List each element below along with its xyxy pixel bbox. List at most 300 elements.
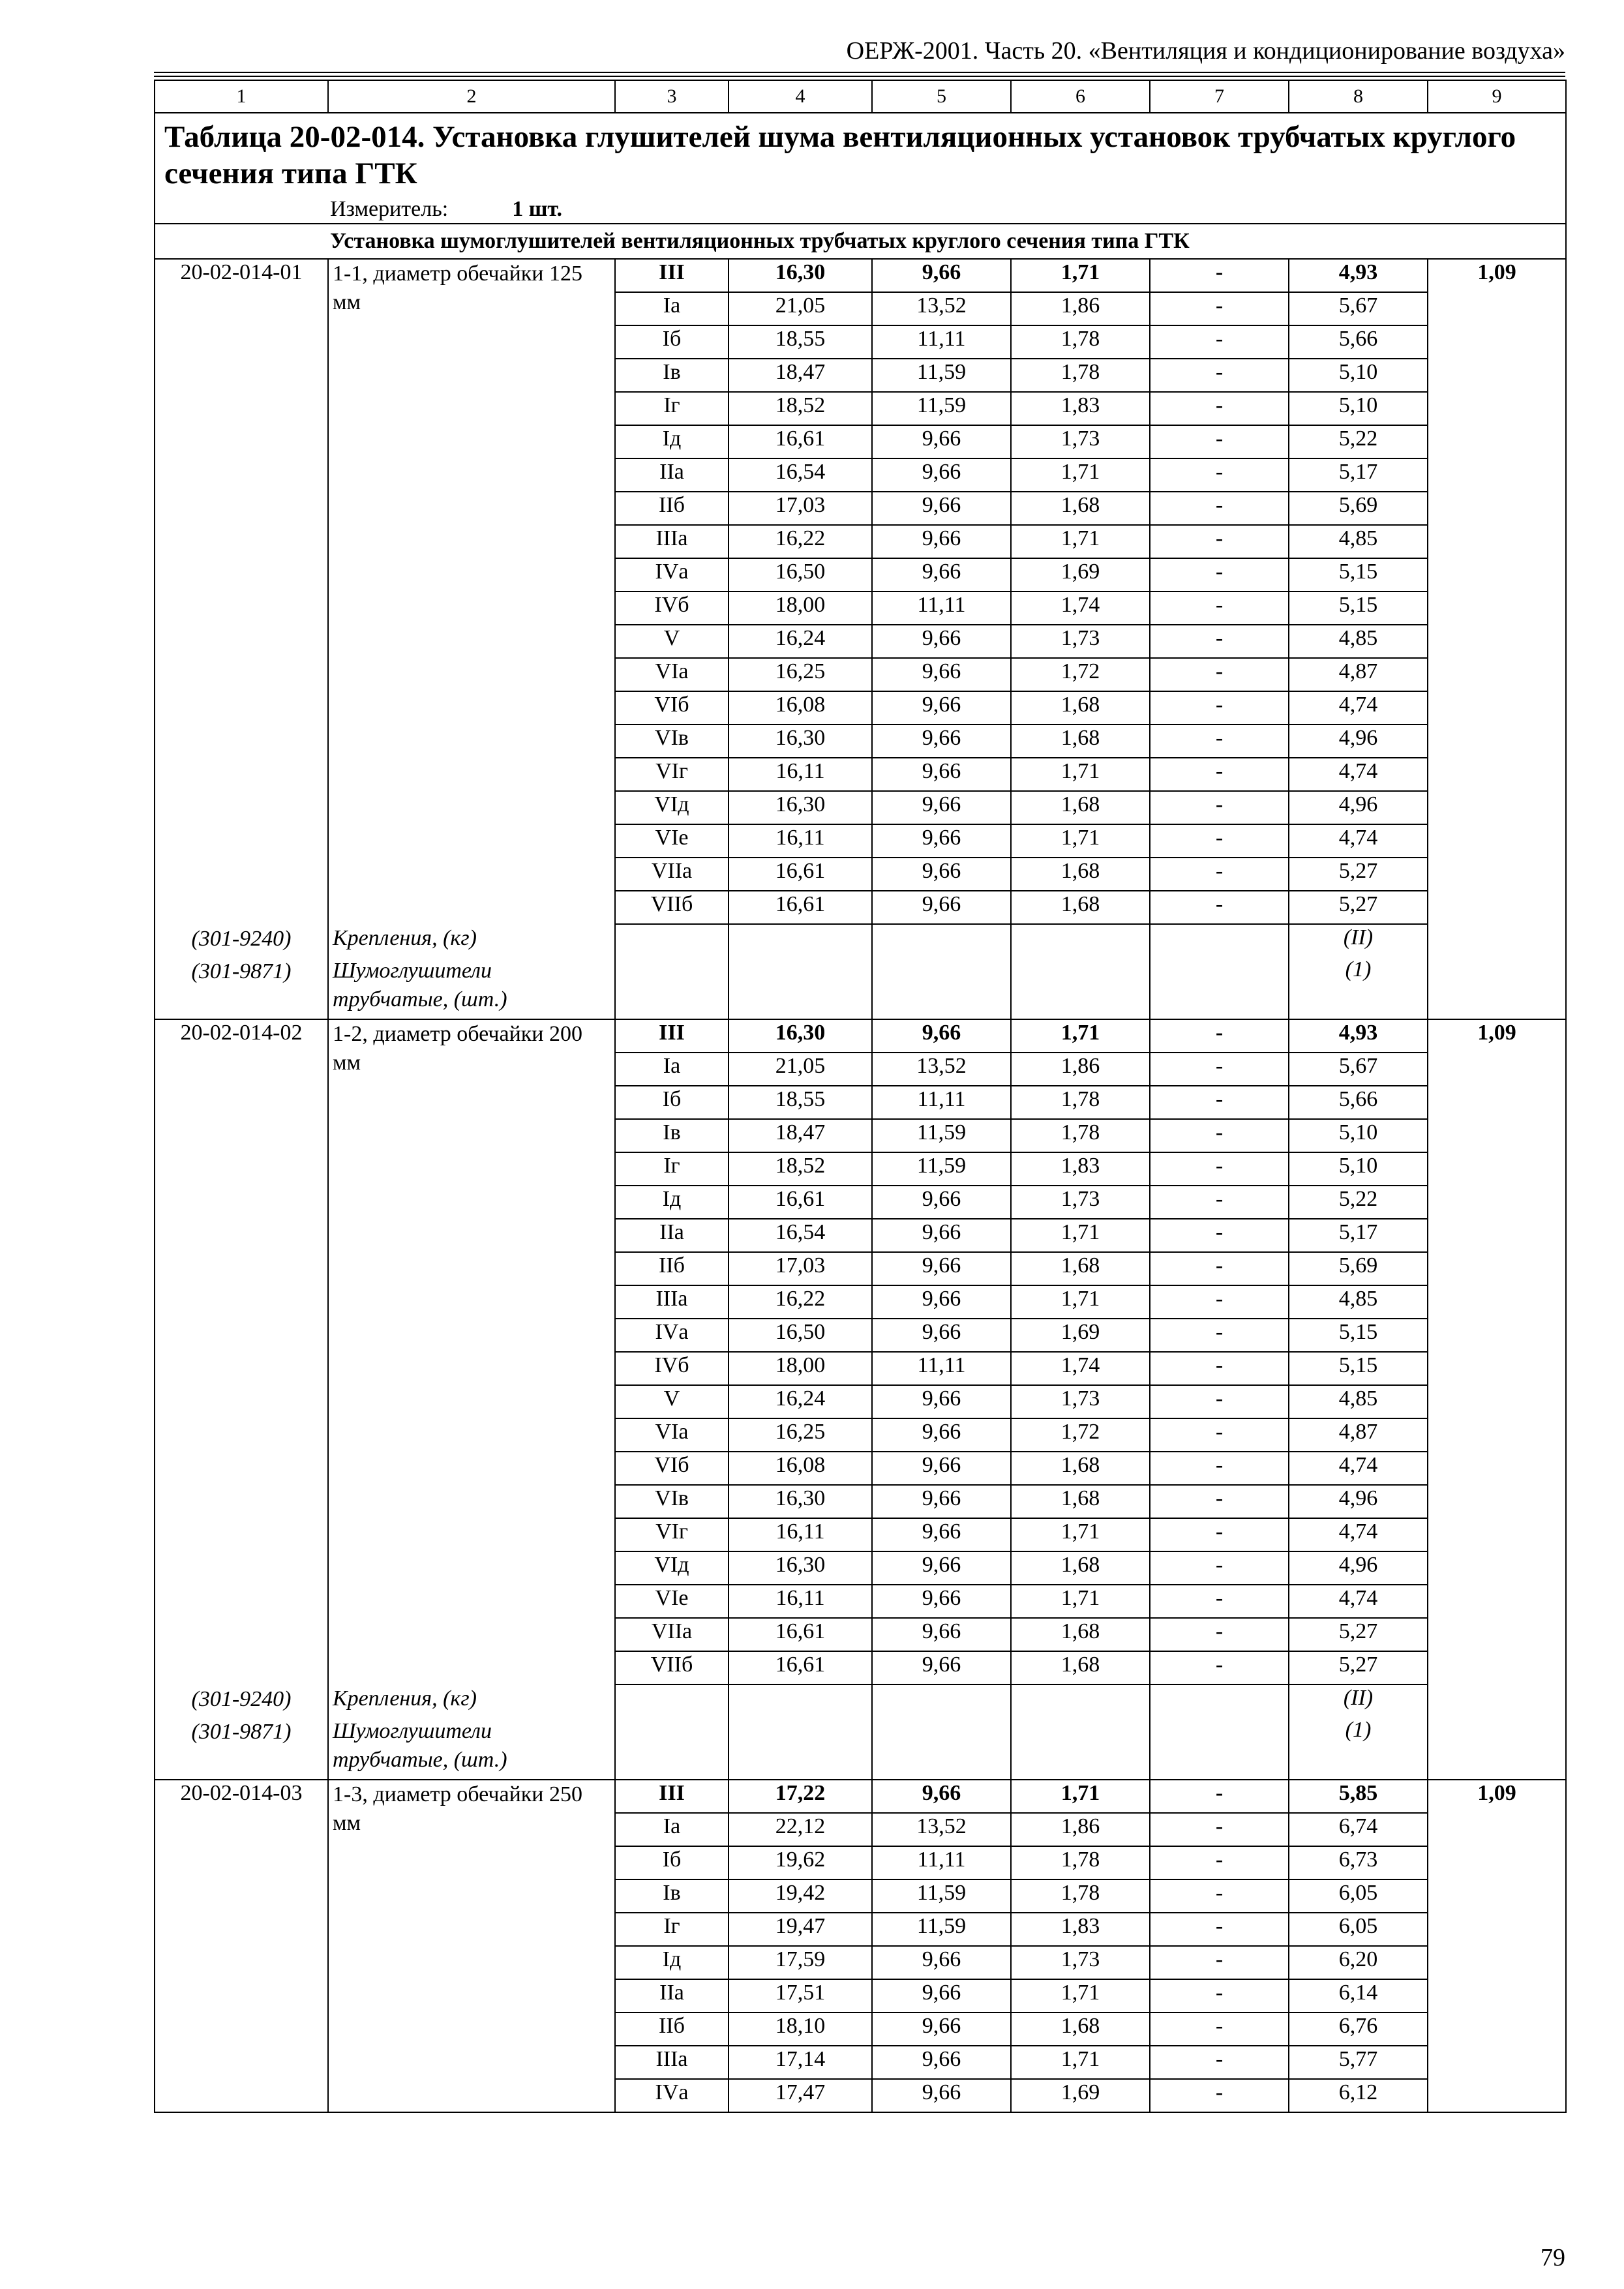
- value-wages: 9,66: [872, 1385, 1011, 1418]
- resource-name: Крепления, (кг): [328, 1684, 615, 1717]
- value-materials: 4,93: [1289, 1019, 1428, 1053]
- item-description: [328, 392, 615, 425]
- value-materials: 5,17: [1289, 1219, 1428, 1252]
- table-row: [155, 1618, 1566, 1651]
- table-title-row: [155, 113, 1566, 193]
- column-number: 4: [729, 80, 872, 113]
- zone-code: Iг: [615, 392, 729, 425]
- value-wages: 9,66: [872, 725, 1011, 758]
- item-code: [155, 292, 328, 325]
- value-materials: 5,77: [1289, 2046, 1428, 2079]
- value-col9: [1428, 525, 1566, 558]
- resource-name: Крепления, (кг): [328, 924, 615, 957]
- item-description-text: 1-3, диаметр обечайки 250 мм: [333, 1782, 582, 1835]
- value-machinist: -: [1150, 1846, 1289, 1879]
- value-machines: 1,78: [1011, 325, 1150, 359]
- item-code: [155, 1846, 328, 1879]
- value-machinist: -: [1150, 1285, 1289, 1319]
- item-description-text: 1-1, диаметр обечайки 125 мм: [333, 262, 582, 314]
- item-code: 20-02-014-01: [155, 259, 328, 292]
- value-machinist: -: [1150, 1452, 1289, 1485]
- item-description: [328, 658, 615, 691]
- table-row: [155, 791, 1566, 824]
- value-materials: 5,69: [1289, 492, 1428, 525]
- value-materials: 4,74: [1289, 758, 1428, 791]
- item-code: [155, 425, 328, 458]
- value-machines: 1,86: [1011, 292, 1150, 325]
- value-machines: 1,71: [1011, 758, 1150, 791]
- value-col9: [1428, 1219, 1566, 1252]
- value-total: 16,11: [729, 1585, 872, 1618]
- table-row: [155, 1285, 1566, 1319]
- value-materials: 5,15: [1289, 1319, 1428, 1352]
- value-wages: 11,59: [872, 392, 1011, 425]
- resource-row: [155, 957, 1566, 1019]
- item-code: [155, 658, 328, 691]
- value-wages: 9,66: [872, 1518, 1011, 1551]
- value-materials: 4,85: [1289, 1285, 1428, 1319]
- table-row: [155, 1219, 1566, 1252]
- empty-cell: [1150, 957, 1289, 1019]
- value-total: 16,54: [729, 1219, 872, 1252]
- zone-code: VIг: [615, 1518, 729, 1551]
- table-row: [155, 1913, 1566, 1946]
- zone-code: III: [615, 1780, 729, 1813]
- value-wages: 9,66: [872, 1618, 1011, 1651]
- table-row: [155, 2012, 1566, 2046]
- item-description: [328, 858, 615, 891]
- value-machinist: -: [1150, 858, 1289, 891]
- item-code: 20-02-014-03: [155, 1780, 328, 1813]
- table-row: [155, 1119, 1566, 1152]
- value-col9: 1,09: [1428, 259, 1566, 292]
- value-col9: [1428, 2046, 1566, 2079]
- zone-code: Iа: [615, 292, 729, 325]
- item-code: [155, 1252, 328, 1285]
- zone-code: VIIа: [615, 858, 729, 891]
- item-description: [328, 824, 615, 858]
- table-row: [155, 359, 1566, 392]
- value-materials: 6,74: [1289, 1813, 1428, 1846]
- value-machinist: -: [1150, 691, 1289, 725]
- zone-code: IIа: [615, 1979, 729, 2012]
- value-machines: 1,73: [1011, 1946, 1150, 1979]
- value-col9: [1428, 1452, 1566, 1485]
- value-machines: 1,69: [1011, 558, 1150, 591]
- table-row: [155, 1551, 1566, 1585]
- value-machines: 1,71: [1011, 1019, 1150, 1053]
- value-total: 18,47: [729, 359, 872, 392]
- value-total: 17,59: [729, 1946, 872, 1979]
- table-row: [155, 1979, 1566, 2012]
- value-machinist: -: [1150, 425, 1289, 458]
- value-machinist: -: [1150, 758, 1289, 791]
- item-description: [328, 1352, 615, 1385]
- value-total: 18,00: [729, 591, 872, 625]
- item-description: [328, 1485, 615, 1518]
- value-wages: 11,59: [872, 1152, 1011, 1186]
- value-machinist: -: [1150, 458, 1289, 492]
- value-total: 16,30: [729, 259, 872, 292]
- value-col9: 1,09: [1428, 1780, 1566, 1813]
- value-materials: 4,74: [1289, 824, 1428, 858]
- value-materials: 5,15: [1289, 591, 1428, 625]
- unit-value: 1 шт.: [512, 197, 563, 221]
- value-materials: 5,22: [1289, 425, 1428, 458]
- value-machinist: -: [1150, 1651, 1289, 1684]
- item-code: [155, 1385, 328, 1418]
- value-machinist: -: [1150, 791, 1289, 824]
- value-machines: 1,71: [1011, 1219, 1150, 1252]
- zone-code: Iа: [615, 1053, 729, 1086]
- table-row: [155, 591, 1566, 625]
- value-col9: [1428, 1285, 1566, 1319]
- column-number: 5: [872, 80, 1011, 113]
- value-machines: 1,74: [1011, 591, 1150, 625]
- item-description: [328, 1651, 615, 1684]
- value-materials: 6,76: [1289, 2012, 1428, 2046]
- resource-code: (301-9240): [155, 924, 328, 957]
- item-description: [328, 1418, 615, 1452]
- value-col9: [1428, 1119, 1566, 1152]
- item-code: [155, 1452, 328, 1485]
- value-machines: 1,71: [1011, 1585, 1150, 1618]
- value-wages: 9,66: [872, 824, 1011, 858]
- value-machinist: -: [1150, 1518, 1289, 1551]
- value-col9: [1428, 824, 1566, 858]
- value-machinist: -: [1150, 1979, 1289, 2012]
- table-row: [155, 725, 1566, 758]
- value-wages: 9,66: [872, 2012, 1011, 2046]
- table-row: [155, 1152, 1566, 1186]
- value-machinist: -: [1150, 1485, 1289, 1518]
- zone-code: IVа: [615, 2079, 729, 2112]
- value-machinist: -: [1150, 325, 1289, 359]
- value-machinist: -: [1150, 359, 1289, 392]
- column-number: 8: [1289, 80, 1428, 113]
- zone-code: IVа: [615, 558, 729, 591]
- column-number: 3: [615, 80, 729, 113]
- running-header: ОЕРЖ-2001. Часть 20. «Вентиляция и кондиционирование воздуха»: [846, 37, 1565, 65]
- item-code: [155, 1086, 328, 1119]
- table-row: [155, 1086, 1566, 1119]
- value-machines: 1,73: [1011, 425, 1150, 458]
- item-code: [155, 1418, 328, 1452]
- value-machines: 1,73: [1011, 1186, 1150, 1219]
- value-total: 18,52: [729, 392, 872, 425]
- value-materials: 6,12: [1289, 2079, 1428, 2112]
- table-row: [155, 1019, 1566, 1053]
- value-machinist: -: [1150, 1418, 1289, 1452]
- item-code: [155, 824, 328, 858]
- value-col9: [1428, 1252, 1566, 1285]
- zone-code: VIв: [615, 1485, 729, 1518]
- value-col9: [1428, 1319, 1566, 1352]
- value-col9: [1428, 625, 1566, 658]
- item-code: 20-02-014-02: [155, 1019, 328, 1053]
- page-number: 79: [1541, 2244, 1565, 2271]
- value-machinist: -: [1150, 1551, 1289, 1585]
- item-description: [328, 1452, 615, 1485]
- value-col9: [1428, 1813, 1566, 1846]
- value-wages: 9,66: [872, 1186, 1011, 1219]
- value-wages: 11,11: [872, 1086, 1011, 1119]
- item-code: [155, 791, 328, 824]
- value-total: 16,61: [729, 891, 872, 924]
- zone-code: VIIб: [615, 1651, 729, 1684]
- table-row: [155, 1518, 1566, 1551]
- empty-cell: [1150, 924, 1289, 957]
- value-wages: 11,59: [872, 1879, 1011, 1913]
- value-col9: [1428, 1585, 1566, 1618]
- zone-code: VIг: [615, 758, 729, 791]
- value-total: 17,47: [729, 2079, 872, 2112]
- item-description: [328, 425, 615, 458]
- empty-cell: [729, 957, 872, 1019]
- value-materials: 5,85: [1289, 1780, 1428, 1813]
- zone-code: Iв: [615, 1879, 729, 1913]
- item-description: [328, 891, 615, 924]
- value-machinist: -: [1150, 891, 1289, 924]
- table-row: [155, 691, 1566, 725]
- value-total: 16,30: [729, 1485, 872, 1518]
- item-code: [155, 1186, 328, 1219]
- value-wages: 9,66: [872, 2079, 1011, 2112]
- value-total: 19,47: [729, 1913, 872, 1946]
- value-machinist: -: [1150, 1585, 1289, 1618]
- value-materials: 5,66: [1289, 1086, 1428, 1119]
- value-wages: 9,66: [872, 858, 1011, 891]
- value-col9: [1428, 1913, 1566, 1946]
- value-materials: 4,74: [1289, 1452, 1428, 1485]
- table-row: [155, 425, 1566, 458]
- zone-code: IIб: [615, 1252, 729, 1285]
- value-materials: 4,85: [1289, 525, 1428, 558]
- value-machinist: -: [1150, 1053, 1289, 1086]
- zone-code: Iа: [615, 1813, 729, 1846]
- value-machines: 1,69: [1011, 2079, 1150, 2112]
- value-wages: 9,66: [872, 1452, 1011, 1485]
- value-materials: 5,69: [1289, 1252, 1428, 1285]
- zone-code: VIа: [615, 658, 729, 691]
- table-row: [155, 824, 1566, 858]
- zone-code: VIе: [615, 1585, 729, 1618]
- table-row: [155, 625, 1566, 658]
- value-total: 16,24: [729, 1385, 872, 1418]
- table-row: [155, 2079, 1566, 2112]
- value-materials: 4,93: [1289, 259, 1428, 292]
- value-wages: 9,66: [872, 2046, 1011, 2079]
- value-machinist: -: [1150, 1019, 1289, 1053]
- item-description: [328, 1879, 615, 1913]
- empty-cell: [1011, 1684, 1150, 1717]
- value-col9: [1428, 1946, 1566, 1979]
- value-col9: [1428, 558, 1566, 591]
- empty-cell: [1011, 924, 1150, 957]
- value-machines: 1,86: [1011, 1053, 1150, 1086]
- item-code: [155, 359, 328, 392]
- column-number: 2: [328, 80, 615, 113]
- item-description: [328, 1913, 615, 1946]
- value-machines: 1,68: [1011, 791, 1150, 824]
- zone-code: IVа: [615, 1319, 729, 1352]
- section-title: Установка шумоглушителей вентиляционных трубчатых круглого сечения типа ГТК: [155, 224, 1566, 259]
- column-number-row: [155, 80, 1566, 113]
- item-code: [155, 458, 328, 492]
- value-materials: 4,85: [1289, 625, 1428, 658]
- value-materials: 5,67: [1289, 1053, 1428, 1086]
- resource-quantity: (1): [1289, 1717, 1428, 1780]
- item-description: [328, 1780, 615, 1835]
- item-description: [328, 2012, 615, 2046]
- value-machinist: -: [1150, 1780, 1289, 1813]
- value-total: 16,30: [729, 725, 872, 758]
- table-row: [155, 1585, 1566, 1618]
- value-materials: 5,27: [1289, 891, 1428, 924]
- value-machinist: -: [1150, 824, 1289, 858]
- zone-code: IIб: [615, 2012, 729, 2046]
- item-code: [155, 2046, 328, 2079]
- item-description: [328, 1618, 615, 1651]
- empty-cell: [1011, 1717, 1150, 1780]
- column-number: 9: [1428, 80, 1566, 113]
- item-code: [155, 1651, 328, 1684]
- value-machinist: -: [1150, 558, 1289, 591]
- value-materials: 5,10: [1289, 1152, 1428, 1186]
- value-machinist: -: [1150, 1252, 1289, 1285]
- item-code: [155, 625, 328, 658]
- item-code: [155, 1618, 328, 1651]
- value-total: 18,00: [729, 1352, 872, 1385]
- item-code: [155, 1913, 328, 1946]
- value-col9: [1428, 2012, 1566, 2046]
- table-row: [155, 1352, 1566, 1385]
- resource-code: (301-9871): [155, 1717, 328, 1780]
- value-machines: 1,71: [1011, 1780, 1150, 1813]
- value-col9: [1428, 1485, 1566, 1518]
- zone-code: VIIа: [615, 1618, 729, 1651]
- item-description: [328, 791, 615, 824]
- value-total: 16,22: [729, 1285, 872, 1319]
- value-materials: 5,27: [1289, 1651, 1428, 1684]
- value-wages: 9,66: [872, 558, 1011, 591]
- value-wages: 9,66: [872, 1319, 1011, 1352]
- item-code: [155, 1979, 328, 2012]
- value-materials: 6,20: [1289, 1946, 1428, 1979]
- empty-cell: [1428, 1717, 1566, 1780]
- value-total: 16,22: [729, 525, 872, 558]
- value-machinist: -: [1150, 1219, 1289, 1252]
- item-code: [155, 1485, 328, 1518]
- value-col9: [1428, 325, 1566, 359]
- zone-code: VIд: [615, 1551, 729, 1585]
- value-col9: [1428, 1152, 1566, 1186]
- value-machines: 1,78: [1011, 1086, 1150, 1119]
- value-materials: 4,74: [1289, 1585, 1428, 1618]
- zone-code: V: [615, 1385, 729, 1418]
- table-row: [155, 1879, 1566, 1913]
- zone-code: Iд: [615, 425, 729, 458]
- value-machines: 1,78: [1011, 1846, 1150, 1879]
- value-machines: 1,69: [1011, 1319, 1150, 1352]
- value-col9: [1428, 359, 1566, 392]
- table-row: [155, 1385, 1566, 1418]
- value-machinist: -: [1150, 658, 1289, 691]
- value-wages: 11,59: [872, 1119, 1011, 1152]
- item-description: [328, 1086, 615, 1119]
- table-row: [155, 1418, 1566, 1452]
- table-row: [155, 1186, 1566, 1219]
- table-row: [155, 1651, 1566, 1684]
- empty-cell: [729, 1684, 872, 1717]
- resource-name: [328, 1717, 615, 1780]
- value-wages: 9,66: [872, 1219, 1011, 1252]
- value-total: 16,50: [729, 558, 872, 591]
- zone-code: Iб: [615, 1086, 729, 1119]
- item-description: [328, 1946, 615, 1979]
- table-row: [155, 758, 1566, 791]
- value-machines: 1,71: [1011, 525, 1150, 558]
- value-wages: 9,66: [872, 259, 1011, 292]
- value-total: 16,61: [729, 858, 872, 891]
- column-number: 6: [1011, 80, 1150, 113]
- value-col9: [1428, 1053, 1566, 1086]
- value-total: 17,03: [729, 492, 872, 525]
- value-machinist: -: [1150, 1319, 1289, 1352]
- item-description: [328, 591, 615, 625]
- table-title: Таблица 20-02-014. Установка глушителей шума вентиляционных установок трубчатых круглого сечения типа ГТК: [155, 113, 1566, 193]
- value-total: 21,05: [729, 292, 872, 325]
- column-number: 1: [155, 80, 328, 113]
- table-row: [155, 2046, 1566, 2079]
- value-machinist: -: [1150, 2046, 1289, 2079]
- value-total: 17,22: [729, 1780, 872, 1813]
- value-col9: [1428, 658, 1566, 691]
- value-machinist: -: [1150, 1152, 1289, 1186]
- empty-cell: [615, 957, 729, 1019]
- value-col9: [1428, 1418, 1566, 1452]
- value-materials: 5,27: [1289, 1618, 1428, 1651]
- table-row: [155, 858, 1566, 891]
- value-materials: 5,15: [1289, 558, 1428, 591]
- value-wages: 9,66: [872, 1585, 1011, 1618]
- value-machines: 1,71: [1011, 1979, 1150, 2012]
- value-machines: 1,86: [1011, 1813, 1150, 1846]
- table-row: [155, 1780, 1566, 1813]
- item-description: [328, 1252, 615, 1285]
- item-description: [328, 1846, 615, 1879]
- value-col9: [1428, 591, 1566, 625]
- resource-quantity: (II): [1289, 1684, 1428, 1717]
- value-col9: [1428, 1551, 1566, 1585]
- item-code: [155, 891, 328, 924]
- item-description: [328, 558, 615, 591]
- value-machinist: -: [1150, 1913, 1289, 1946]
- value-col9: [1428, 292, 1566, 325]
- value-wages: 9,66: [872, 758, 1011, 791]
- item-description: [328, 492, 615, 525]
- value-materials: 4,96: [1289, 791, 1428, 824]
- value-total: 16,30: [729, 1551, 872, 1585]
- value-machinist: -: [1150, 259, 1289, 292]
- value-machines: 1,74: [1011, 1352, 1150, 1385]
- value-machines: 1,78: [1011, 359, 1150, 392]
- value-wages: 9,66: [872, 1946, 1011, 1979]
- value-wages: 9,66: [872, 1285, 1011, 1319]
- table-row: [155, 458, 1566, 492]
- item-code: [155, 1518, 328, 1551]
- column-number: 7: [1150, 80, 1289, 113]
